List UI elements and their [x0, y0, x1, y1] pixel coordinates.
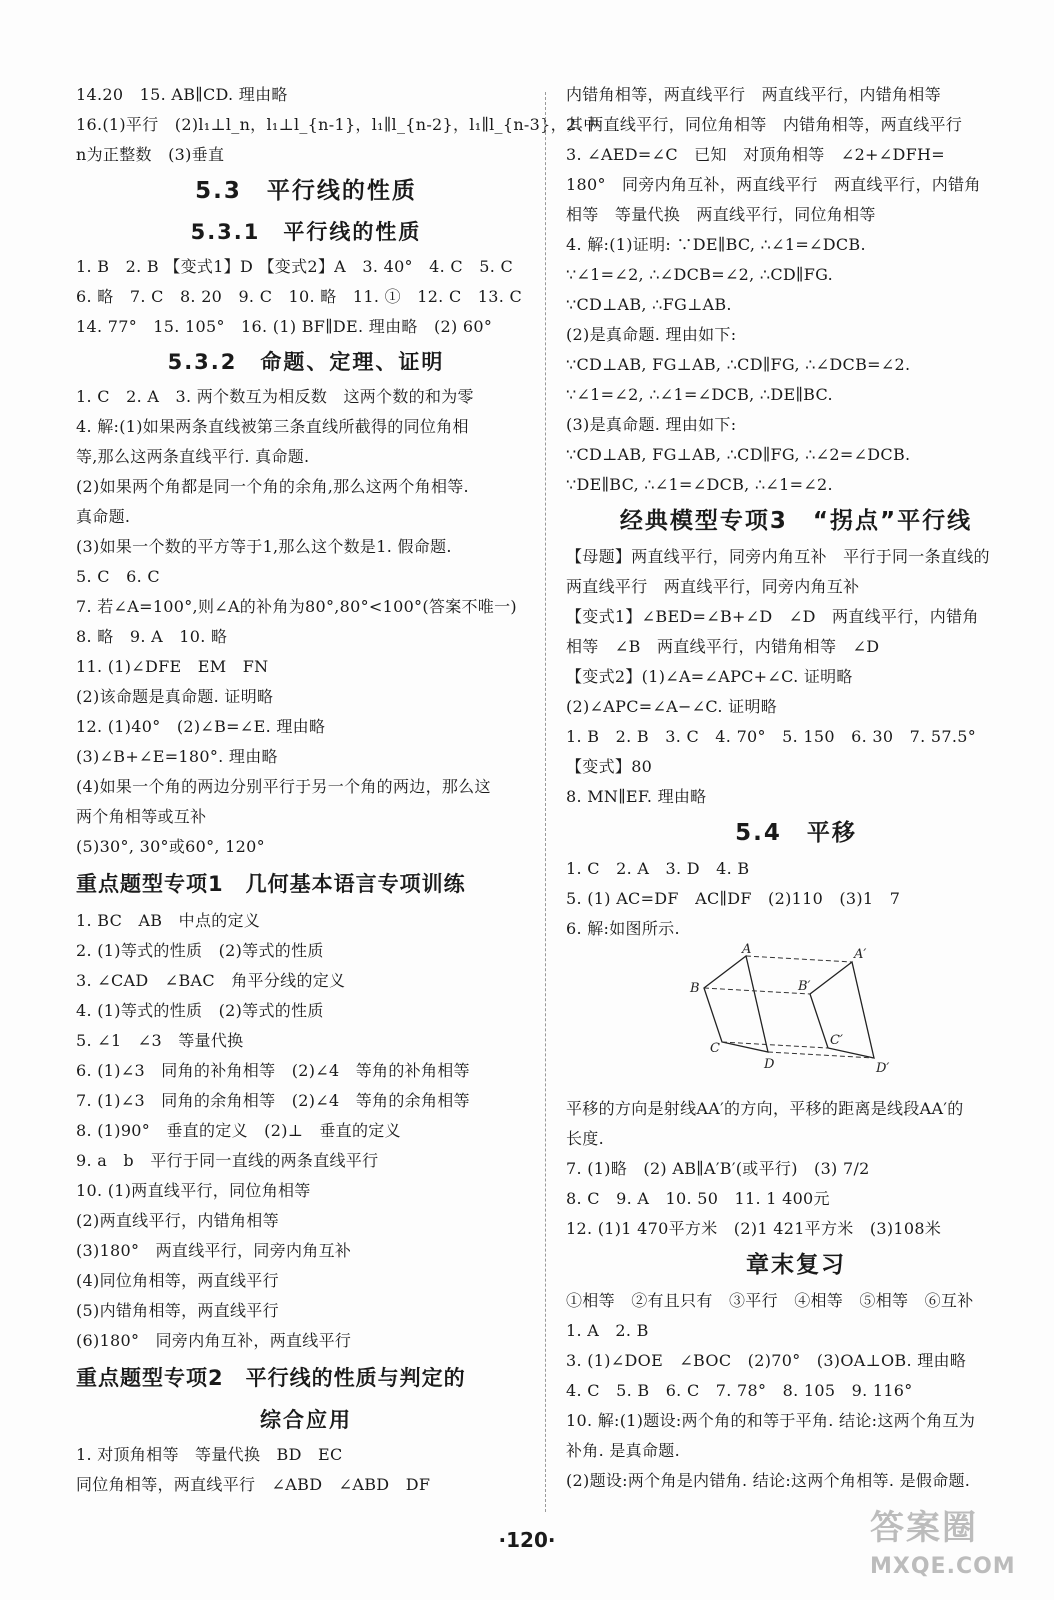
- answer-line: ①相等 ②有且只有 ③平行 ④相等 ⑤相等 ⑥互补: [566, 1291, 974, 1310]
- answer-line: (2)两直线平行，内错角相等: [76, 1211, 279, 1230]
- answer-line: 1. BC AB 中点的定义: [76, 911, 261, 930]
- answer-line: 2. 两直线平行，同位角相等 内错角相等，两直线平行: [566, 115, 963, 134]
- answer-line: ∵∠1=∠2, ∴∠DCB=∠2, ∴CD∥FG.: [566, 265, 834, 284]
- answer-line: 3. (1)∠DOE ∠BOC (2)70° (3)OA⊥OB. 理由略: [566, 1351, 967, 1370]
- label-a-prime: A′: [854, 947, 867, 962]
- answer-line: 等,那么这两条直线平行. 真命题.: [76, 447, 310, 466]
- answer-line: ∵DE∥BC, ∴∠1=∠DCB, ∴∠1=∠2.: [566, 475, 833, 494]
- answer-line: (4)如果一个角的两边分别平行于另一个角的两边，那么这: [76, 777, 491, 796]
- right-column: [566, 80, 1026, 1496]
- answer-line: 【变式2】(1)∠A=∠APC+∠C. 证明略: [566, 667, 853, 686]
- answer-line: 1. A 2. B: [566, 1321, 649, 1340]
- answer-line: 内错角相等，两直线平行 两直线平行，内错角相等: [566, 85, 941, 104]
- answer-line: 5. (1) AC=DF AC∥DF (2)110 (3)1 7: [566, 889, 901, 908]
- answer-line: 1. B 2. B 【变式1】D 【变式2】A 3. 40° 4. C 5. C: [76, 257, 514, 276]
- answer-line: 【变式】80: [566, 757, 653, 776]
- answer-line: 【母题】两直线平行，同旁内角互补 平行于同一条直线的: [566, 547, 990, 566]
- answer-line: 10. (1)两直线平行，同位角相等: [76, 1181, 311, 1200]
- answer-line: (6)180° 同旁内角互补，两直线平行: [76, 1331, 352, 1350]
- answer-line: ∵∠1=∠2, ∴∠1=∠DCB, ∴DE∥BC.: [566, 385, 833, 404]
- label-b-prime: B′: [798, 979, 811, 994]
- answer-line: 平移的方向是射线AA′的方向，平移的距离是线段AA′的: [566, 1099, 964, 1118]
- translation-figure: [566, 944, 1026, 1094]
- segment-bb1: [704, 988, 810, 994]
- answer-line: (3)如果一个数的平方等于1,那么这个数是1. 假命题.: [76, 537, 452, 556]
- answer-line: (2)该命题是真命题. 证明略: [76, 687, 274, 706]
- column-divider: [545, 92, 546, 1512]
- answer-line: 1. B 2. B 3. C 4. 70° 5. 150 6. 30 7. 57.5°: [566, 727, 977, 746]
- answer-line: 真命题.: [76, 507, 131, 526]
- answer-line: 8. C 9. A 10. 50 11. 1 400元: [566, 1189, 830, 1208]
- answer-line: (2)是真命题. 理由如下:: [566, 325, 737, 344]
- answer-line: (2)∠APC=∠A−∠C. 证明略: [566, 697, 778, 716]
- label-c-prime: C′: [830, 1033, 843, 1048]
- answer-line: 4. 解:(1)证明: ∵DE∥BC, ∴∠1=∠DCB.: [566, 235, 866, 254]
- section-heading: 5.3 平行线的性质: [195, 178, 417, 204]
- answer-line: ∵CD⊥AB, FG⊥AB, ∴CD∥FG, ∴∠2=∠DCB.: [566, 445, 911, 464]
- answer-line: (4)同位角相等，两直线平行: [76, 1271, 279, 1290]
- answer-line: 长度.: [566, 1129, 604, 1148]
- answer-line: (5)内错角相等，两直线平行: [76, 1301, 279, 1320]
- translation-diagram: [686, 944, 916, 1084]
- answer-line: 7. (1)∠3 同角的余角相等 (2)∠4 等角的余角相等: [76, 1091, 470, 1110]
- subsection-heading: 综合应用: [260, 1408, 352, 1432]
- answer-line: 4. 解:(1)如果两条直线被第三条直线所截得的同位角相: [76, 417, 469, 436]
- page-number: ·120·: [498, 1528, 556, 1552]
- answer-line: 4. (1)等式的性质 (2)等式的性质: [76, 1001, 324, 1020]
- answer-line: 7. 若∠A=100°,则∠A的补角为80°,80°<100°(答案不唯一): [76, 597, 517, 616]
- answer-line: 12. (1)40° (2)∠B=∠E. 理由略: [76, 717, 326, 736]
- answer-line: 1. C 2. A 3. D 4. B: [566, 859, 750, 878]
- topic-heading: 重点题型专项2 平行线的性质与判定的: [76, 1366, 466, 1390]
- answer-line: 相等 ∠B 两直线平行，内错角相等 ∠D: [566, 637, 880, 656]
- answer-line: ∵CD⊥AB, FG⊥AB, ∴CD∥FG, ∴∠DCB=∠2.: [566, 355, 911, 374]
- label-d-prime: D′: [876, 1061, 890, 1076]
- answer-line: 8. MN∥EF. 理由略: [566, 787, 707, 806]
- answer-line: (3)∠B+∠E=180°. 理由略: [76, 747, 278, 766]
- answer-line: 两个角相等或互补: [76, 807, 207, 826]
- answer-line: (5)30°, 30°或60°, 120°: [76, 837, 265, 856]
- answer-line: 补角. 是真命题.: [566, 1441, 680, 1460]
- answer-line: 1. C 2. A 3. 两个数互为相反数 这两个数的和为零: [76, 387, 474, 406]
- section-heading: 5.4 平移: [735, 820, 857, 846]
- answer-line: (3)180° 两直线平行，同旁内角互补: [76, 1241, 352, 1260]
- label-a: A: [742, 942, 752, 957]
- answer-line: 6. 略 7. C 8. 20 9. C 10. 略 11. ① 12. C 13. C: [76, 287, 523, 306]
- quad-abcd: [704, 956, 768, 1052]
- answer-line: (3)是真命题. 理由如下:: [566, 415, 737, 434]
- watermark-en: MXQE.COM: [870, 1554, 1016, 1579]
- section-heading: 章末复习: [746, 1252, 846, 1278]
- answer-line: 10. 解:(1)题设:两个角的和等于平角. 结论:这两个角互为: [566, 1411, 976, 1430]
- answer-line: 6. 解:如图所示.: [566, 919, 680, 938]
- answer-line: 16.(1)平行 (2)l₁⊥l_n，l₁⊥l_{n-1}，l₁∥l_{n-2}，l₁∥l_{n-3}，其中: [76, 115, 600, 134]
- watermark-cn: 答案圈: [870, 1508, 978, 1548]
- answer-line: 9. a b 平行于同一直线的两条直线平行: [76, 1151, 379, 1170]
- answer-line: 5. ∠1 ∠3 等量代换: [76, 1031, 244, 1050]
- answer-line: 同位角相等，两直线平行 ∠ABD ∠ABD DF: [76, 1475, 431, 1494]
- label-d: D: [764, 1057, 775, 1072]
- answer-line: 8. 略 9. A 10. 略: [76, 627, 228, 646]
- subsection-heading: 5.3.2 命题、定理、证明: [167, 350, 445, 374]
- answer-line: 两直线平行 两直线平行，同旁内角互补: [566, 577, 860, 596]
- section-heading: 经典模型专项3 “拐点”平行线: [619, 508, 973, 534]
- answer-line: 12. (1)1 470平方米 (2)1 421平方米 (3)108米: [566, 1219, 942, 1238]
- answer-line: 1. 对顶角相等 等量代换 BD EC: [76, 1445, 343, 1464]
- answer-line: 2. (1)等式的性质 (2)等式的性质: [76, 941, 324, 960]
- answer-line: 6. (1)∠3 同角的补角相等 (2)∠4 等角的补角相等: [76, 1061, 470, 1080]
- answer-line: (2)如果两个角都是同一个角的余角,那么这两个角相等.: [76, 477, 469, 496]
- label-c: C: [710, 1041, 720, 1056]
- answer-line: 3. ∠AED=∠C 已知 对顶角相等 ∠2+∠DFH=: [566, 145, 945, 164]
- segment-aa1: [746, 956, 852, 962]
- answer-line: 【变式1】∠BED=∠B+∠D ∠D 两直线平行，内错角: [566, 607, 979, 626]
- answer-line: n为正整数 (3)垂直: [76, 145, 225, 164]
- answer-line: 3. ∠CAD ∠BAC 角平分线的定义: [76, 971, 346, 990]
- answer-line: (2)题设:两个角是内错角. 结论:这两个角相等. 是假命题.: [566, 1471, 971, 1490]
- answer-line: 180° 同旁内角互补，两直线平行 两直线平行，内错角: [566, 175, 981, 194]
- answer-line: 14.20 15. AB∥CD. 理由略: [76, 85, 288, 104]
- answer-line: 8. (1)90° 垂直的定义 (2)⊥ 垂直的定义: [76, 1121, 401, 1140]
- answer-line: 11. (1)∠DFE EM FN: [76, 657, 269, 676]
- topic-heading: 重点题型专项1 几何基本语言专项训练: [76, 872, 466, 896]
- watermark-logo: [870, 1500, 1040, 1595]
- answer-line: ∵CD⊥AB, ∴FG⊥AB.: [566, 295, 732, 314]
- answer-line: 4. C 5. B 6. C 7. 78° 8. 105 9. 116°: [566, 1381, 913, 1400]
- answer-line: 14. 77° 15. 105° 16. (1) BF∥DE. 理由略 (2) 60°: [76, 317, 493, 336]
- answer-line: 7. (1)略 (2) AB∥A′B′(或平行) (3) 7/2: [566, 1159, 870, 1178]
- answer-line: 相等 等量代换 两直线平行，同位角相等: [566, 205, 876, 224]
- answer-line: 5. C 6. C: [76, 567, 160, 586]
- subsection-heading: 5.3.1 平行线的性质: [190, 220, 422, 244]
- label-b: B: [690, 981, 700, 996]
